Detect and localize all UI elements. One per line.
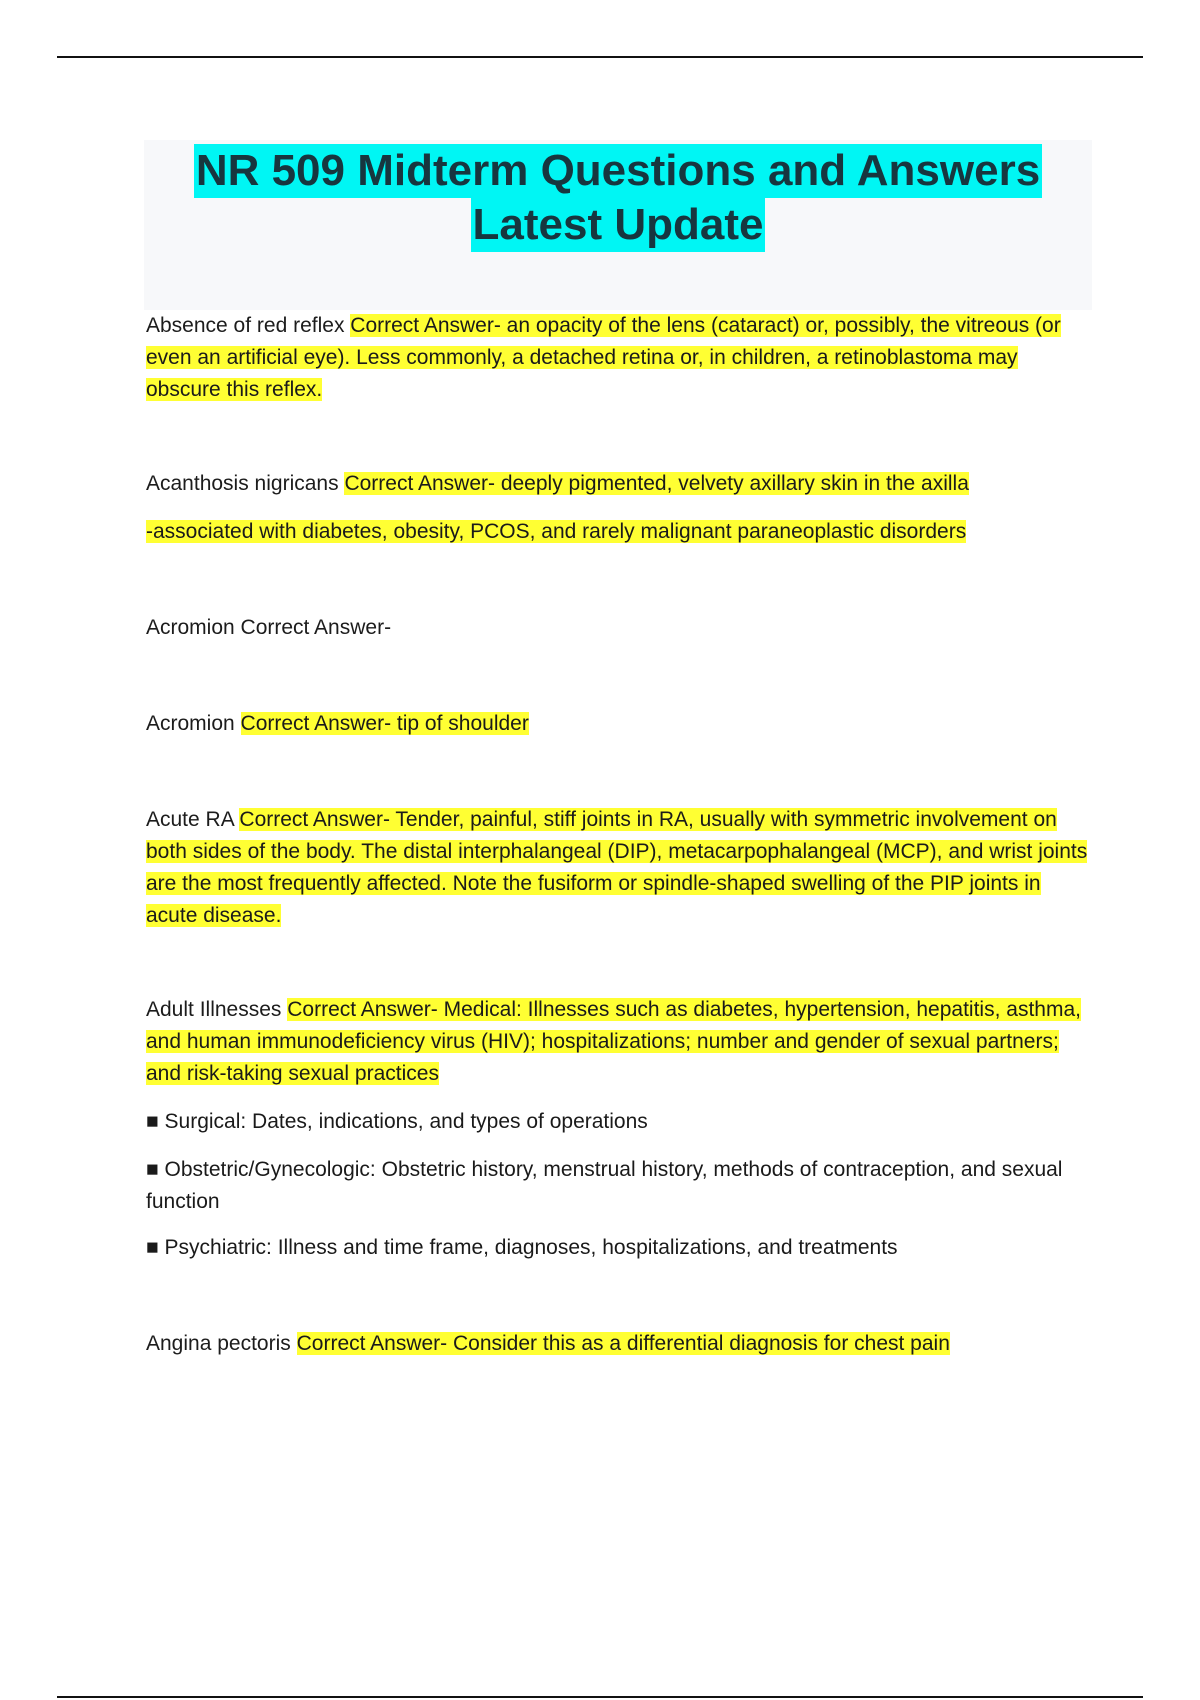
qa-entry-acromion: [146, 708, 1096, 740]
bottom-rule: [57, 1696, 1143, 1698]
top-rule: [57, 56, 1143, 58]
bullet-psychiatric: ■ Psychiatric: Illness and time frame, diagnoses, hospitalizations, and treatments: [146, 1236, 898, 1259]
entry-term: Acromion Correct Answer-: [146, 616, 392, 639]
entry-answer: Correct Answer- Medical: Illnesses such as diabetes, hypertension, hepatitis, asthma, and human immunodeficiency virus (HIV); hospitalizations; number and gender of sexual partners; and risk-taking sexual practices: [146, 998, 1081, 1085]
qa-entry-adult-illnesses: [146, 994, 1096, 1090]
bullet-surgical: ■ Surgical: Dates, indications, and types of operations: [146, 1110, 648, 1133]
bullet-obstetric: ■ Obstetric/Gynecologic: Obstetric history, menstrual history, methods of contraception, and sexual function: [146, 1158, 1063, 1213]
entry-term: Acromion: [146, 712, 235, 735]
entry-term: Acanthosis nigricans: [146, 472, 339, 495]
qa-entry-acanthosis: [146, 468, 1096, 500]
qa-entry-angina: [146, 1328, 1096, 1360]
qa-entry-acute-ra: [146, 804, 1096, 932]
document-title-line-2: Latest Update: [471, 198, 766, 252]
entry-term: Absence of red reflex: [146, 314, 345, 337]
qa-content: [146, 310, 1096, 1360]
entry-answer: Correct Answer- Consider this as a differential diagnosis for chest pain: [296, 1332, 950, 1355]
entry-term: Angina pectoris: [146, 1332, 291, 1355]
qa-entry-red-reflex: [146, 310, 1096, 406]
entry-answer: Correct Answer- an opacity of the lens (cataract) or, possibly, the vitreous (or even an artificial eye). Less commonly, a detached retina or, in children, a retinoblastoma may obscure this reflex.: [146, 314, 1061, 401]
qa-entry-acanthosis-extra: [146, 516, 1096, 548]
document-title-line-1: NR 509 Midterm Questions and Answers: [194, 144, 1042, 198]
entry-answer: Correct Answer- deeply pigmented, velvety axillary skin in the axilla: [344, 472, 969, 495]
entry-answer-extra: -associated with diabetes, obesity, PCOS, and rarely malignant paraneoplastic disorders: [146, 520, 967, 543]
title-block: [144, 140, 1092, 310]
qa-entry-acromion-empty: [146, 612, 1096, 644]
entry-answer: Correct Answer- Tender, painful, stiff joints in RA, usually with symmetric involvement on both sides of the body. The distal interphalangeal (DIP), metacarpophalangeal (MCP), and wrist joints are the most frequently affected. Note the fusiform or spindle-shaped swelling of the PIP joints in acute disease.: [146, 808, 1088, 927]
entry-term: Acute RA: [146, 808, 234, 831]
entry-answer: Correct Answer- tip of shoulder: [240, 712, 529, 735]
entry-term: Adult Illnesses: [146, 998, 282, 1021]
